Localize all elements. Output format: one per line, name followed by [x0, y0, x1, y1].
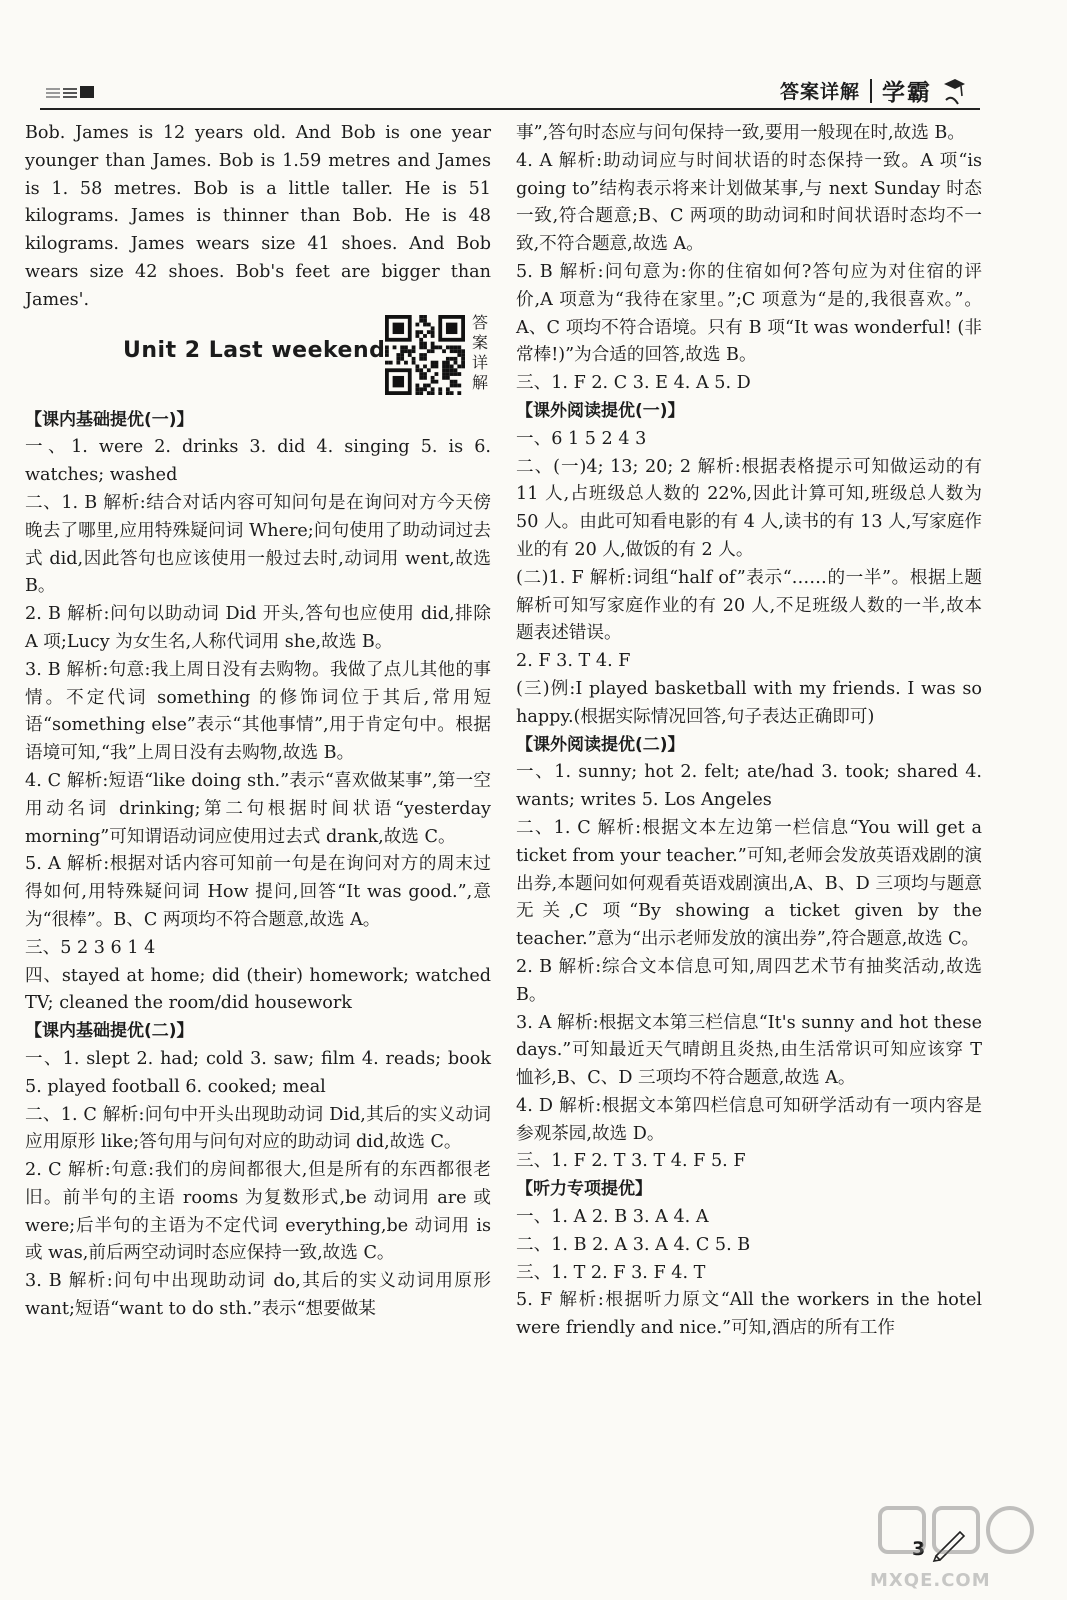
answer-paragraph: 二、1. B 2. A 3. A 4. C 5. B	[516, 1234, 751, 1255]
answer-paragraph: (三)例:I played basketball with my friends. I was so happy.(根据实际情况回答,句子表达正确即可)	[516, 678, 982, 727]
unit-heading-row	[25, 312, 491, 407]
qr-code-icon	[385, 315, 465, 395]
section-heading: 【课外阅读提优(二)】	[516, 734, 685, 755]
header-rule	[40, 108, 980, 110]
answer-paragraph: 2. B 解析:问句以助动词 Did 开头,答句也应使用 did,排除 A 项;Lucy 为女生名,人称代词用 she,故选 B。	[25, 604, 491, 652]
answer-paragraph: 5. F 解析:根据听力原文“All the workers in the hotel were friendly and nice.”可知,酒店的所有工作	[516, 1290, 982, 1339]
answer-paragraph: 3. B 解析:句意:我上周日没有去购物。我做了点儿其他的事情。不定代词 something 的修饰词位于其后,常用短语“something else”表示“其他事情”,用于肯定句中。根据语境可知,“我”上周日没有去购物,故选 B。	[25, 659, 491, 764]
header-divider	[870, 79, 872, 103]
section-heading: 【课内基础提优(二)】	[25, 1021, 194, 1042]
answer-paragraph: 二、1. B 解析:结合对话内容可知问句是在询问对方今天傍晚去了哪里,应用特殊疑问词 Where;问句使用了助动词过去式 did,因此答句也应该使用一般过去时,动词用 went,故选 B。	[25, 492, 491, 597]
section-heading: 【课内基础提优(一)】	[25, 409, 194, 430]
answer-paragraph: 4. D 解析:根据文本第四栏信息可知研学活动有一项内容是参观茶园,故选 D。	[516, 1095, 982, 1144]
watermark-text: MXQE.COM	[870, 1570, 991, 1591]
answer-paragraph: 二、(一)4; 13; 20; 2 解析:根据表格提示可知做运动的有 11 人,占班级总人数的 22%,因此计算可知,班级总人数为 50 人。由此可知看电影的有 4 人,读书的有 13 人,写家庭作业的有 20 人,做饭的有 2 人。	[516, 456, 982, 560]
qr-caption: 答案详解	[471, 312, 488, 392]
answer-paragraph: 四、stayed at home; did (their) homework; watched TV; cleaned the room/did housework	[25, 965, 491, 1014]
answer-paragraph: 三、1. T 2. F 3. F 4. T	[516, 1262, 706, 1283]
brand-name: 学霸	[882, 80, 932, 106]
header-decoration	[46, 86, 94, 98]
section-heading: 【听力专项提优】	[516, 1179, 652, 1200]
answer-paragraph: 5. A 解析:根据对话内容可知前一句是在询问对方的周末过得如何,用特殊疑问词 How 提问,回答“It was good.”,意为“很棒”。B、C 两项均不符合题意,故选 A。	[25, 854, 491, 930]
answer-paragraph: 3. A 解析:根据文本第三栏信息“It's sunny and hot these days.”可知最近天气晴朗且炎热,由生活常识可知应该穿 T 恤衫,B、C、D 三项均不符合题意,故选 A。	[516, 1012, 982, 1089]
answer-paragraph: 二、1. C 解析:根据文本左边第一栏信息“You will get a ticket from your teacher.”可知,老师会发放英语戏剧的演出券,本题问如何观看英语戏剧演出,A、B、D 三项均与题意无关,C 项“By showing a ticket given by the teacher.”意为“出示老师发放的演出券”,符合题意,故选 C。	[516, 817, 982, 950]
section-heading: 【课外阅读提优(一)】	[516, 400, 685, 421]
watermark-logo-icon	[860, 1500, 1060, 1570]
answer-paragraph: 一、1. A 2. B 3. A 4. A	[516, 1207, 709, 1228]
graduation-cap-icon	[942, 76, 966, 106]
answer-paragraph: 3. B 解析:问句中出现助动词 do,其后的实义动词用原形 want;短语“want to do sth.”表示“想要做某	[25, 1271, 491, 1320]
watermark	[860, 1500, 1060, 1600]
answer-paragraph: 三、1. F 2. T 3. T 4. F 5. F	[516, 1151, 746, 1172]
answer-paragraph: 一、1. were 2. drinks 3. did 4. singing 5. is 6. watches; washed	[25, 437, 491, 486]
answer-paragraph: 2. B 解析:综合文本信息可知,周四艺术节有抽奖活动,故选 B。	[516, 956, 982, 1005]
right-column	[516, 120, 982, 1343]
answer-paragraph: (二)1. F 解析:词组“half of”表示“……的一半”。根据上题解析可知写家庭作业的有 20 人,不足班级人数的一半,故本题表述错误。	[516, 567, 982, 644]
answer-paragraph: 2. C 解析:句意:我们的房间都很大,但是所有的东西都很老旧。前半句的主语 rooms 为复数形式,be 动词用 are 或 were;后半句的主语为不定代词 everything,be 动词用 is 或 was,前后两空动词时态应保持一致,故选 C。	[25, 1160, 491, 1264]
answer-paragraph: 三、1. F 2. C 3. E 4. A 5. D	[516, 373, 751, 394]
page-number: 3	[912, 1538, 926, 1560]
answer-paragraph: 一、1. slept 2. had; cold 3. saw; film 4. reads; book 5. played football 6. cooked; meal	[25, 1048, 491, 1097]
answer-paragraph: Bob. James is 12 years old. And Bob is one year younger than James. Bob is 1.59 metres and James is 1. 58 metres. Bob is a little taller. He is 51 kilograms. James is thinner than Bob. He is 48 kilograms. James wears size 41 shoes. And Bob wears size 42 shoes. Bob's feet are bigger than James'.	[25, 123, 491, 310]
answer-paragraph: 一、1. sunny; hot 2. felt; ate/had 3. took; shared 4. wants; writes 5. Los Angeles	[516, 762, 982, 811]
answer-paragraph: 5. B 解析:问句意为:你的住宿如何?答句应为对住宿的评价,A 项意为“我待在家里。”;C 项意为“是的,我很喜欢。”。A、C 项均不符合语境。只有 B 项“It was wonderful! (非常棒!)”为合适的回答,故选 B。	[516, 261, 982, 366]
answer-paragraph: 一、6 1 5 2 4 3	[516, 428, 647, 449]
answer-paragraph: 2. F 3. T 4. F	[516, 651, 631, 672]
unit-title: Unit 2 Last weekend	[123, 337, 386, 363]
page-header	[40, 72, 980, 110]
left-column	[25, 120, 491, 1324]
answer-paragraph: 二、1. C 解析:问句中开头出现助动词 Did,其后的实义动词应用原形 like;答句用与问句对应的助动词 did,故选 C。	[25, 1104, 491, 1153]
answer-paragraph: 事”,答句时态应与问句保持一致,要用一般现在时,故选 B。	[516, 123, 965, 143]
header-right	[780, 74, 966, 107]
answer-paragraph: 三、5 2 3 6 1 4	[25, 937, 156, 958]
answer-paragraph: 4. C 解析:短语“like doing sth.”表示“喜欢做某事”,第一空用动名词 drinking;第二句根据时间状语“yesterday morning”可知谓语动词应使用过去式 drank,故选 C。	[25, 770, 491, 847]
header-label: 答案详解	[779, 81, 860, 103]
answer-paragraph: 4. A 解析:助动词应与时间状语的时态保持一致。A 项“is going to”结构表示将来计划做某事,与 next Sunday 时态一致,符合题意;B、C 两项的助动词和时间状语时态均不一致,不符合题意,故选 A。	[516, 150, 982, 255]
